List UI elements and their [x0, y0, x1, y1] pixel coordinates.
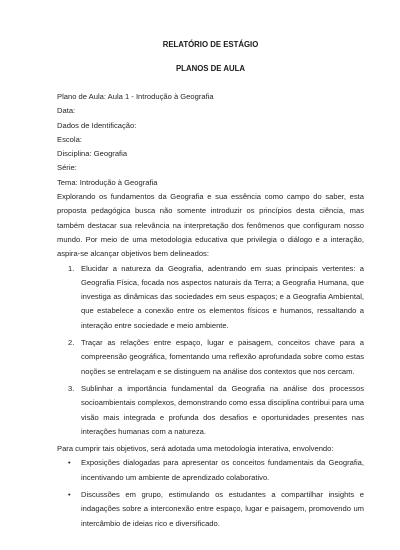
field-identification-data: Dados de Identificação: [57, 120, 137, 130]
methodology-intro: Para cumprir tais objetivos, será adotada uma metodologia interativa, envolvendo: [57, 444, 334, 454]
bullet-icon: • [68, 458, 71, 468]
field-school: Escola: [57, 134, 82, 144]
objective-number: 3. [68, 383, 75, 393]
objective-number: 2. [68, 338, 75, 348]
intro-paragraph: Explorando os fundamentos da Geografia e sua essência como campo do saber, esta proposta pedagógica busca não somente introduzir os princípios desta ciência, mas também destacar sua relevância na interpretação dos fenômenos que configuram nosso mundo. Por meio de uma metodologia educativa que privilegia o diálogo e a interação, aspira-se alcançar objetivos bem delineados: [57, 192, 364, 259]
method-item [68, 488, 364, 531]
method-text: Exposições dialogadas para apresentar os conceitos fundamentais da Geografia, incentivando um ambiente de aprendizado colaborativo. [81, 458, 364, 482]
report-subtitle: PLANOS DE AULA [175, 64, 246, 73]
field-grade: Série: [57, 163, 77, 173]
identification-fields [57, 90, 364, 190]
methods-list [57, 456, 364, 530]
objective-text: Traçar as relações entre espaço, lugar e paisagem, conceitos chave para a compreensão geográfica, fomentando uma reflexão aprofundada sobre como estas noções se entrelaçam e se distinguem na análise dos contextos que nos cercam. [81, 338, 364, 376]
method-item [68, 456, 364, 485]
report-title: RELATÓRIO DE ESTÁGIO [162, 40, 259, 49]
field-theme: Tema: Introdução à Geografia [57, 177, 158, 187]
objective-item [68, 262, 364, 333]
objective-number: 1. [68, 263, 75, 273]
method-text: Discussões em grupo, estimulando os estudantes a compartilhar insights e indagações sobre a interconexão entre espaço, lugar e paisagem, promovendo um intercâmbio de ideias rico e diversificado. [81, 490, 364, 528]
bullet-icon: • [68, 490, 71, 500]
field-date: Data: [57, 106, 76, 116]
objective-text: Elucidar a natureza da Geografia, adentrando em suas principais vertentes: a Geografia Física, focada nos aspectos naturais da Terra; a Geografia Humana, que investiga as dinâmicas das sociedades em seus espaços; e a Geografia Ambiental, que estabelece a conexão entre os elementos físicos e humanos, ressaltando a interação entre sociedade e meio ambiente. [81, 263, 364, 330]
objective-item [68, 382, 364, 439]
document-body [57, 38, 364, 534]
objective-item [68, 336, 364, 379]
field-lesson-plan: Plano de Aula: Aula 1 - Introdução à Geografia [57, 92, 214, 101]
objective-text: Sublinhar a importância fundamental da Geografia na análise dos processos socioambientais complexos, demonstrando como essa disciplina contribui para uma visão mais integrada e profunda dos desafios e oportunidades presentes nas interações humanas com a natureza. [81, 383, 364, 436]
field-subject: Disciplina: Geografia [57, 149, 128, 159]
objectives-list [57, 262, 364, 440]
